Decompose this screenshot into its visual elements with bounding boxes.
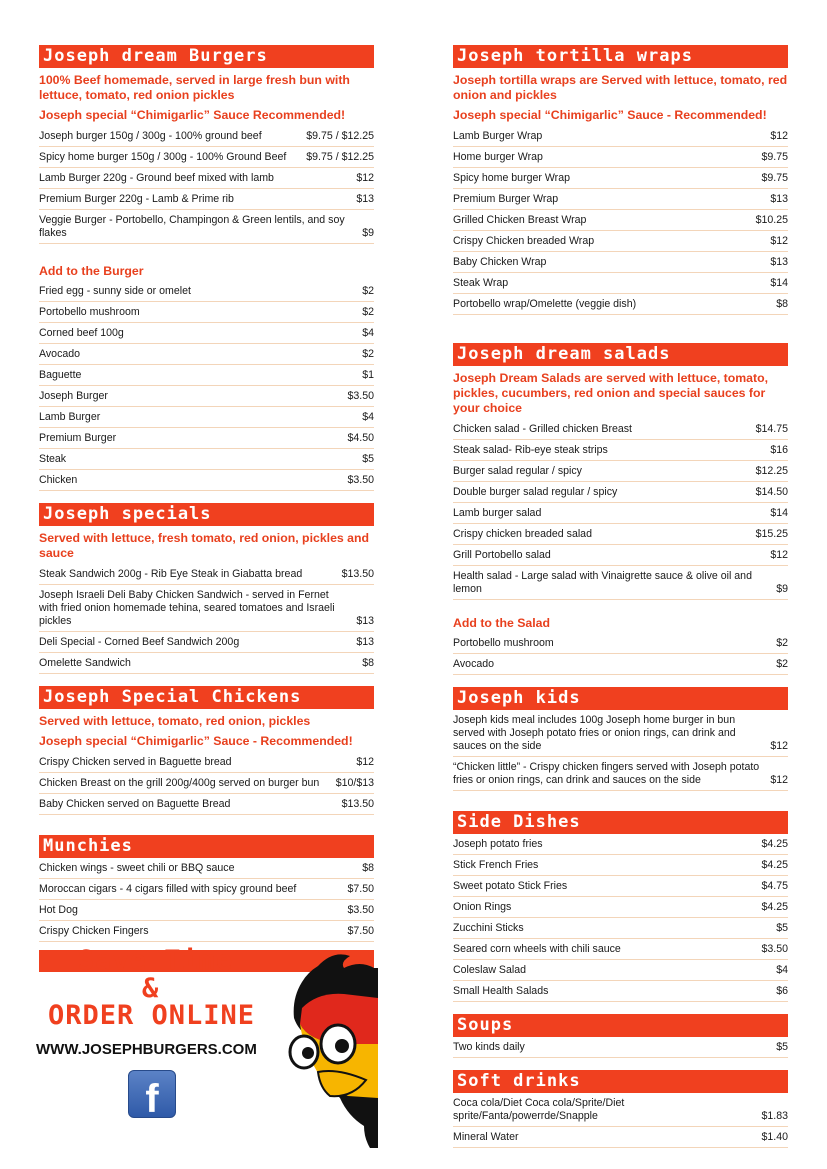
menu-item xyxy=(39,344,374,365)
menu-item xyxy=(453,231,788,252)
menu-item-price: $3.50 xyxy=(347,474,374,486)
menu-list xyxy=(453,1093,788,1148)
menu-item xyxy=(453,273,788,294)
menu-item-price: $9 xyxy=(776,583,788,595)
menu-item-price: $5 xyxy=(776,1041,788,1053)
menu-item-name: Chicken wings - sweet chili or BBQ sauce xyxy=(39,862,235,874)
menu-item xyxy=(453,210,788,231)
menu-item-price: $4.25 xyxy=(761,859,788,871)
section-intro-salads: Joseph Dream Salads are served with lettuce, tomato, pickles, cucumbers, red onion and special sauces for your choice xyxy=(453,371,769,415)
menu-item-name: Premium Burger 220g - Lamb & Prime rib xyxy=(39,193,234,205)
section-title-specials: Joseph specials xyxy=(39,503,374,526)
menu-item-name: Crispy Chicken Fingers xyxy=(39,925,149,937)
menu-list xyxy=(453,834,788,1002)
menu-item-name: Deli Special - Corned Beef Sandwich 200g xyxy=(39,636,240,648)
menu-item xyxy=(453,1127,788,1148)
section-intro-chickens: Served with lettuce, tomato, red onion, pickles xyxy=(39,714,311,728)
section-salads xyxy=(453,343,788,600)
menu-item xyxy=(453,440,788,461)
menu-item-name: Steak Wrap xyxy=(453,277,509,289)
menu-item-name: Crispy chicken breaded salad xyxy=(453,528,592,540)
menu-item-price: $2 xyxy=(776,637,788,649)
menu-item-name: “Chicken little” - Crispy chicken fingers served with Joseph potato fries or onion rings, can drink and sauces on the side xyxy=(453,761,760,786)
menu-item-price: $2 xyxy=(362,348,374,360)
menu-item-price: $15.25 xyxy=(755,528,788,540)
menu-item xyxy=(453,189,788,210)
menu-list xyxy=(453,126,788,315)
promo-ampersand: & xyxy=(142,973,160,1004)
menu-item-price: $5 xyxy=(362,453,374,465)
sauce-recommendation: Joseph special “Chimigarlic” Sauce Recommended! xyxy=(39,108,346,122)
menu-item xyxy=(453,1093,788,1127)
menu-item-name: Seared corn wheels with chili sauce xyxy=(453,943,621,955)
section-intro-specials: Served with lettuce, fresh tomato, red onion, pickles and sauce xyxy=(39,531,370,560)
menu-item-name: Sweet potato Stick Fries xyxy=(453,880,568,892)
menu-item xyxy=(453,503,788,524)
menu-item-name: Onion Rings xyxy=(453,901,512,913)
menu-item xyxy=(453,482,788,503)
section-intro-burgers: 100% Beef homemade, served in large fresh bun with lettuce, tomato, red onion pickles xyxy=(39,73,350,102)
menu-item xyxy=(39,564,374,585)
menu-item-price: $10/$13 xyxy=(335,777,374,789)
section-chickens xyxy=(39,686,374,815)
menu-item-price: $13 xyxy=(356,636,374,648)
menu-item-price: $12 xyxy=(356,172,374,184)
menu-item-name: Joseph Israeli Deli Baby Chicken Sandwich - served in Fernet with fried onion homemade tehina, seared tomatoes and Israeli pickles xyxy=(39,589,335,627)
menu-item-name: Health salad - Large salad with Vinaigrette sauce & olive oil and lemon xyxy=(453,570,752,595)
menu-item-name: Joseph potato fries xyxy=(453,838,543,850)
menu-item-price: $1 xyxy=(362,369,374,381)
menu-item xyxy=(39,858,374,879)
menu-item xyxy=(39,168,374,189)
menu-item-name: Portobello mushroom xyxy=(39,306,140,318)
menu-item-price: $12 xyxy=(770,740,788,752)
menu-item xyxy=(39,752,374,773)
menu-item-name: Baguette xyxy=(39,369,82,381)
menu-item-price: $13 xyxy=(356,615,374,627)
menu-item-price: $7.50 xyxy=(347,925,374,937)
menu-item-name: Portobello mushroom xyxy=(453,637,554,649)
menu-item-name: Spicy home burger 150g / 300g - 100% Ground Beef xyxy=(39,151,287,163)
spacer xyxy=(453,791,788,811)
menu-item xyxy=(39,302,374,323)
menu-item-price: $4.50 xyxy=(347,432,374,444)
menu-item xyxy=(39,470,374,491)
menu-item xyxy=(39,585,374,632)
menu-item xyxy=(39,921,374,942)
menu-item-price: $10.25 xyxy=(755,214,788,226)
menu-item xyxy=(453,419,788,440)
menu-item-price: $12.25 xyxy=(755,465,788,477)
section-title-wraps: Joseph tortilla wraps xyxy=(453,45,788,68)
menu-item xyxy=(39,189,374,210)
section-sides xyxy=(453,811,788,1002)
menu-item-name: Two kinds daily xyxy=(453,1041,525,1053)
menu-item-price: $4 xyxy=(362,411,374,423)
menu-item-price: $2 xyxy=(776,658,788,670)
spacer xyxy=(453,1058,788,1070)
menu-item-name: Small Health Salads xyxy=(453,985,549,997)
menu-item-name: Steak salad- Rib-eye steak strips xyxy=(453,444,608,456)
menu-item xyxy=(39,407,374,428)
section-title-burgers: Joseph dream Burgers xyxy=(39,45,374,68)
menu-item-name: Hot Dog xyxy=(39,904,78,916)
menu-item-name: Crispy Chicken breaded Wrap xyxy=(453,235,595,247)
spacer xyxy=(39,815,374,835)
menu-item-name: Double burger salad regular / spicy xyxy=(453,486,618,498)
menu-item-price: $13 xyxy=(770,193,788,205)
menu-item-price: $16 xyxy=(770,444,788,456)
menu-item-price: $1.83 xyxy=(761,1110,788,1122)
right-column xyxy=(453,45,788,1148)
spacer xyxy=(39,674,374,686)
section-title-salads: Joseph dream salads xyxy=(453,343,788,366)
menu-item-price: $13.50 xyxy=(341,798,374,810)
menu-item-name: Home burger Wrap xyxy=(453,151,543,163)
section-title-add-burger: Add to the Burger xyxy=(39,264,144,278)
menu-list xyxy=(39,126,374,244)
menu-item xyxy=(453,981,788,1002)
menu-item-name: Stick French Fries xyxy=(453,859,539,871)
section-intro-wraps: Joseph tortilla wraps are Served with lettuce, tomato, red onion and pickles xyxy=(453,73,788,102)
menu-item xyxy=(39,281,374,302)
menu-item-name: Mineral Water xyxy=(453,1131,519,1143)
menu-item-price: $9.75 / $12.25 xyxy=(306,151,374,163)
menu-item-price: $13 xyxy=(770,256,788,268)
menu-item-price: $7.50 xyxy=(347,883,374,895)
menu-item-name: Fried egg - sunny side or omelet xyxy=(39,285,191,297)
spacer xyxy=(39,491,374,503)
menu-item-name: Lamb Burger Wrap xyxy=(453,130,543,142)
menu-item xyxy=(39,323,374,344)
menu-item-price: $14 xyxy=(770,277,788,289)
sauce-recommendation: Joseph special “Chimigarlic” Sauce - Recommended! xyxy=(39,734,353,748)
spacer xyxy=(453,1002,788,1014)
menu-item-price: $4.75 xyxy=(761,880,788,892)
menu-item xyxy=(453,876,788,897)
section-kids xyxy=(453,687,788,791)
menu-item xyxy=(453,1037,788,1058)
menu-item xyxy=(39,794,374,815)
menu-item xyxy=(39,449,374,470)
menu-item-price: $9 xyxy=(362,227,374,239)
menu-item-name: Portobello wrap/Omelette (veggie dish) xyxy=(453,298,637,310)
menu-item-price: $9.75 xyxy=(761,172,788,184)
menu-item-name: Chicken xyxy=(39,474,78,486)
menu-item xyxy=(39,879,374,900)
menu-item xyxy=(453,855,788,876)
menu-item xyxy=(453,147,788,168)
menu-item xyxy=(453,633,788,654)
menu-item xyxy=(39,126,374,147)
section-add-salad xyxy=(453,616,788,675)
menu-item-name: Premium Burger xyxy=(39,432,117,444)
sauce-recommendation: Joseph special “Chimigarlic” Sauce - Recommended! xyxy=(453,108,767,122)
menu-item-price: $2 xyxy=(362,306,374,318)
menu-item-price: $4.25 xyxy=(761,901,788,913)
section-wraps xyxy=(453,45,788,315)
left-column xyxy=(39,45,374,972)
menu-item-name: Burger salad regular / spicy xyxy=(453,465,582,477)
menu-item xyxy=(453,710,788,757)
menu-item-name: Chicken salad - Grilled chicken Breast xyxy=(453,423,632,435)
menu-item-price: $8 xyxy=(362,862,374,874)
menu-item-price: $14.50 xyxy=(755,486,788,498)
menu-item-name: Joseph burger 150g / 300g - 100% ground beef xyxy=(39,130,262,142)
section-specials xyxy=(39,503,374,674)
spacer xyxy=(453,675,788,687)
menu-item-name: Lamb Burger 220g - Ground beef mixed with lamb xyxy=(39,172,274,184)
menu-item-name: Lamb Burger xyxy=(39,411,101,423)
section-title-kids: Joseph kids xyxy=(453,687,788,710)
menu-item xyxy=(453,757,788,791)
menu-item xyxy=(39,632,374,653)
menu-item-price: $3.50 xyxy=(347,390,374,402)
menu-list xyxy=(39,858,374,942)
menu-item-name: Baby Chicken Wrap xyxy=(453,256,547,268)
menu-list xyxy=(39,281,374,491)
menu-item-name: Coleslaw Salad xyxy=(453,964,527,976)
menu-item xyxy=(39,147,374,168)
menu-item xyxy=(39,900,374,921)
menu-item-price: $5 xyxy=(776,922,788,934)
menu-item-name: Veggie Burger - Portobello, Champingon & Green lentils, and soy flakes xyxy=(39,214,345,239)
section-title-soups: Soups xyxy=(453,1014,788,1037)
menu-list xyxy=(453,1037,788,1058)
menu-item-price: $9.75 / $12.25 xyxy=(306,130,374,142)
menu-item-price: $9.75 xyxy=(761,151,788,163)
menu-item-name: Lamb burger salad xyxy=(453,507,542,519)
menu-item-name: Crispy Chicken served in Baguette bread xyxy=(39,756,232,768)
menu-item xyxy=(39,210,374,244)
section-add-burger xyxy=(39,264,374,491)
menu-item-price: $12 xyxy=(770,130,788,142)
menu-item xyxy=(453,524,788,545)
menu-item-price: $14.75 xyxy=(755,423,788,435)
facebook-icon[interactable]: f xyxy=(128,1070,176,1118)
menu-item xyxy=(453,918,788,939)
menu-item-name: Steak xyxy=(39,453,67,465)
menu-item-name: Premium Burger Wrap xyxy=(453,193,559,205)
menu-item-name: Grill Portobello salad xyxy=(453,549,551,561)
menu-item-price: $14 xyxy=(770,507,788,519)
menu-item xyxy=(453,294,788,315)
menu-item xyxy=(39,386,374,407)
promo-line-save-time: Save Time xyxy=(78,945,234,976)
menu-item xyxy=(453,168,788,189)
menu-item xyxy=(453,545,788,566)
menu-item xyxy=(453,897,788,918)
menu-item-price: $6 xyxy=(776,985,788,997)
menu-item-price: $12 xyxy=(770,235,788,247)
menu-item xyxy=(39,365,374,386)
rooster-mascot-icon xyxy=(278,948,378,1148)
menu-item-name: Joseph Burger xyxy=(39,390,108,402)
menu-item-price: $2 xyxy=(362,285,374,297)
section-title-munchies: Munchies xyxy=(39,835,374,858)
spacer xyxy=(453,315,788,343)
section-drinks xyxy=(453,1070,788,1148)
menu-item-price: $3.50 xyxy=(761,943,788,955)
menu-item xyxy=(453,654,788,675)
menu-item-name: Corned beef 100g xyxy=(39,327,124,339)
menu-item-name: Coca cola/Diet Coca cola/Sprite/Diet sprite/Fanta/powerrde/Snapple xyxy=(453,1097,625,1122)
menu-item xyxy=(453,834,788,855)
menu-item-price: $13.50 xyxy=(341,568,374,580)
promo-line-order-online: ORDER ONLINE xyxy=(48,1000,256,1031)
menu-list xyxy=(453,633,788,675)
menu-item-name: Omelette Sandwich xyxy=(39,657,131,669)
menu-item xyxy=(453,126,788,147)
menu-item-price: $4.25 xyxy=(761,838,788,850)
menu-item-price: $4 xyxy=(362,327,374,339)
menu-item-price: $1.40 xyxy=(761,1131,788,1143)
menu-item xyxy=(39,653,374,674)
menu-item-price: $13 xyxy=(356,193,374,205)
menu-item-name: Avocado xyxy=(39,348,81,360)
menu-list xyxy=(453,419,788,600)
menu-item-price: $12 xyxy=(770,774,788,786)
menu-item-name: Joseph kids meal includes 100g Joseph home burger in bun served with Joseph potato fries or onion rings, can drink and sauces on the side xyxy=(453,714,736,752)
menu-item-price: $4 xyxy=(776,964,788,976)
menu-item-name: Grilled Chicken Breast Wrap xyxy=(453,214,587,226)
menu-item-name: Zucchini Sticks xyxy=(453,922,524,934)
menu-item-price: $8 xyxy=(362,657,374,669)
menu-item-name: Steak Sandwich 200g - Rib Eye Steak in Giabatta bread xyxy=(39,568,303,580)
section-title-add-salad: Add to the Salad xyxy=(453,616,551,630)
menu-item-name: Avocado xyxy=(453,658,495,670)
menu-item-price: $12 xyxy=(770,549,788,561)
menu-item xyxy=(39,428,374,449)
menu-item xyxy=(453,461,788,482)
order-online-promo xyxy=(30,945,380,1150)
menu-item-name: Chicken Breast on the grill 200g/400g served on burger bun xyxy=(39,777,320,789)
menu-item-price: $3.50 xyxy=(347,904,374,916)
website-link[interactable]: WWW.JOSEPHBURGERS.COM xyxy=(36,1041,257,1058)
menu-list xyxy=(453,710,788,791)
menu-item xyxy=(39,773,374,794)
menu-list xyxy=(39,564,374,674)
menu-item xyxy=(453,960,788,981)
menu-item-name: Spicy home burger Wrap xyxy=(453,172,570,184)
menu-item xyxy=(453,252,788,273)
section-title-chickens: Joseph Special Chickens xyxy=(39,686,374,709)
menu-item-price: $8 xyxy=(776,298,788,310)
menu-item xyxy=(453,939,788,960)
menu-list xyxy=(39,752,374,815)
section-burgers xyxy=(39,45,374,244)
section-title-sides: Side Dishes xyxy=(453,811,788,834)
menu-item-price: $12 xyxy=(356,756,374,768)
section-soups xyxy=(453,1014,788,1058)
section-title-drinks: Soft drinks xyxy=(453,1070,788,1093)
menu-item-name: Moroccan cigars - 4 cigars filled with spicy ground beef xyxy=(39,883,297,895)
menu-item-name: Baby Chicken served on Baguette Bread xyxy=(39,798,231,810)
menu-item xyxy=(453,566,788,600)
